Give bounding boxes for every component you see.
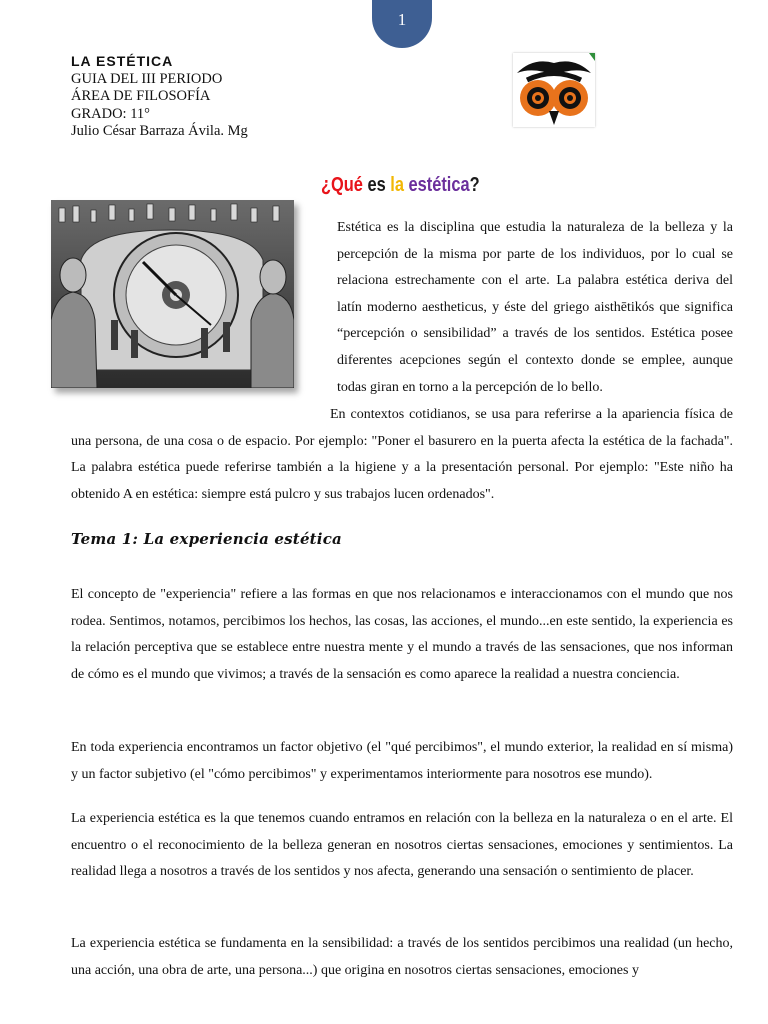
header-grade: GRADO: 11° <box>71 105 150 122</box>
document-title: LA ESTÉTICA <box>71 53 174 69</box>
intro-paragraph: Estética es la disciplina que estudia la naturaleza de la belleza y la percepción de la misma por parte de los individuos, por lo cual se relaciona estrechamente con el arte. La palabra estética deriva del latín moderno aestheticus, y éste del griego aisthētikós que significa “percepción o sensibilidad” a través de los sentidos. Estética posee diferentes acepciones según el contexto donde se emplee, aunque todas giran en torno a la percepción de lo bello. <box>337 220 733 395</box>
page-number-badge: 1 <box>372 0 432 48</box>
header-period: GUIA DEL III PERIODO <box>71 70 223 87</box>
body-paragraph: La experiencia estética se fundamenta en la sensibilidad: a través de los sentidos percibimos una realidad (un hecho, una acción, una obra de arte, una persona...) que origina en nosotros ciertas sensaciones, emociones y <box>71 936 733 978</box>
intro-paragraph-continuation: En contextos cotidianos, se usa para referirse a la apariencia física de una persona, de una cosa o de espacio. Por ejemplo: "Poner el basurero en la puerta afecta la estética de la fachada". La palabra estética puede referirse también a la higiene y a la presentación personal. Por ejemplo: "Este niño ha obtenido A en estética: siempre está pulcro y sus trabajos lucen ordenados". <box>71 407 733 502</box>
section-title: ¿Qué es la estética? <box>321 174 480 196</box>
topic-heading: Tema 1: La experiencia estética <box>71 530 342 548</box>
body-paragraph: La experiencia estética es la que tenemos cuando entramos en relación con la belleza en la naturaleza o en el arte. El encuentro o el reconocimiento de la belleza generan en nosotros ciertas sensaciones, emociones y sentimientos. La realidad llega a nosotros a través de los sentidos y nos afecta, generando una sensación o sentimiento de placer. <box>71 811 733 880</box>
header-area: ÁREA DE FILOSOFÍA <box>71 88 211 104</box>
owl-logo <box>513 53 595 127</box>
document-header <box>71 53 248 141</box>
body-paragraph: En toda experiencia encontramos un factor objetivo (el "qué percibimos", el mundo exterior, la realidad en sí misma) y un factor subjetivo (el "cómo percibimos" y experimentamos interiormente para nosotros ese mundo). <box>71 740 733 782</box>
body-paragraph: El concepto de "experiencia" refiere a las formas en que nos relacionamos e interaccionamos con el mundo que nos rodea. Sentimos, notamos, percibimos los hechos, las cosas, las acciones, el mundo...en este sentido, la experiencia es la relación perceptiva que se establece entre nuestra mente y el mundo a través de las sensaciones, que nos informan de cómo es el mundo que vivimos; a través de la sensación es como aparece la realidad a nuestra conciencia. <box>71 587 733 682</box>
header-author: Julio César Barraza Ávila. Mg <box>71 123 248 139</box>
surreal-clock-artwork-image <box>51 200 294 388</box>
